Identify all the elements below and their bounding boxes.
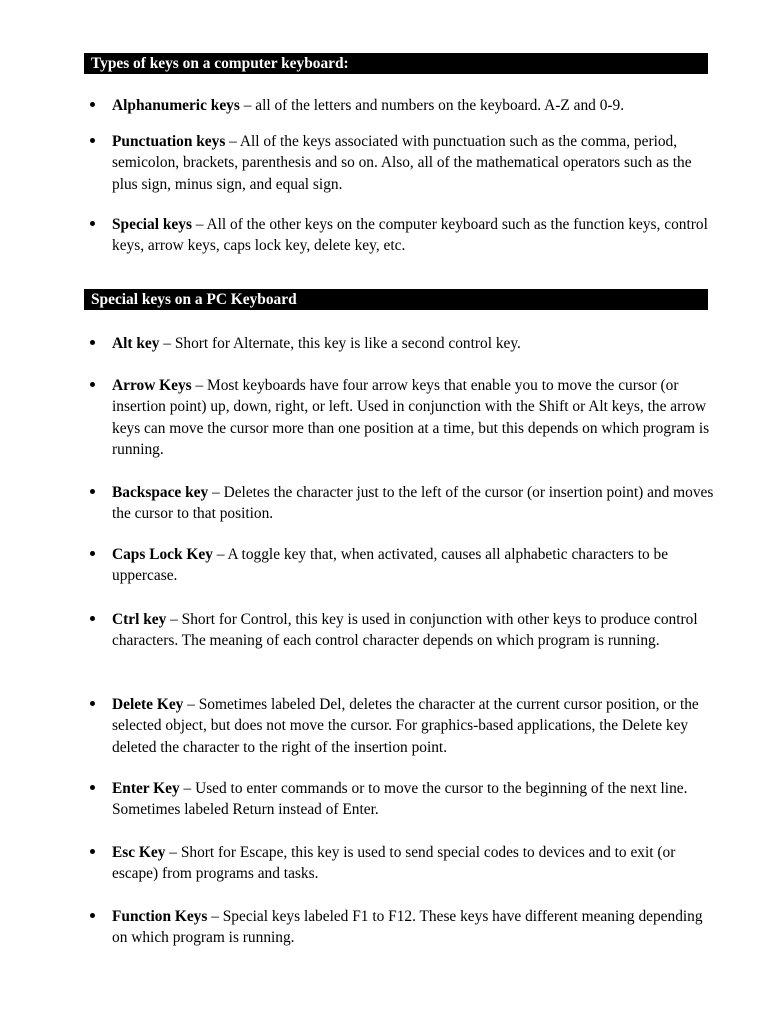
bullet-icon (90, 785, 95, 790)
key-term: Special keys (112, 216, 192, 233)
section-heading-types-of-keys (84, 53, 708, 74)
key-term: Alphanumeric keys (112, 97, 240, 114)
key-description: – Special keys labeled F1 to F12. These keys have different meaning depending on which program is running. (112, 908, 703, 947)
key-description: – Most keyboards have four arrow keys that enable you to move the cursor (or insertion point) up, down, right, or left. Used in conjunction with the Shift or Alt keys, the arrow keys can move the cursor more than one position at a time, but this depends on which program is running. (112, 377, 710, 459)
key-term: Delete Key (112, 696, 184, 713)
key-description: – Short for Alternate, this key is like a second control key. (159, 335, 521, 352)
bullet-icon (90, 102, 95, 107)
key-description: – Short for Escape, this key is used to send special codes to devices and to exit (or escape) from programs and tasks. (112, 844, 676, 883)
key-description: – All of the other keys on the computer keyboard such as the function keys, control keys, arrow keys, caps lock key, delete key, etc. (112, 216, 708, 255)
key-description: – A toggle key that, when activated, causes all alphabetic characters to be uppercase. (112, 546, 669, 585)
key-term: Backspace key (112, 484, 209, 501)
key-term: Function Keys (112, 908, 208, 925)
key-term: Esc Key (112, 844, 166, 861)
key-description: – Used to enter commands or to move the cursor to the beginning of the next line. Sometimes labeled Return instead of Enter. (112, 780, 688, 819)
bullet-icon (90, 616, 95, 621)
bullet-icon (90, 913, 95, 918)
bullet-icon (90, 489, 95, 494)
bullet-icon (90, 138, 95, 143)
section-heading-special-keys-pc (84, 289, 708, 310)
bullet-icon (90, 849, 95, 854)
key-description: – Short for Control, this key is used in conjunction with other keys to produce control characters. The meaning of each control character depends on which program is running. (112, 611, 698, 650)
bullet-icon (90, 382, 95, 387)
bullet-icon (90, 701, 95, 706)
key-description: – All of the keys associated with punctuation such as the comma, period, semicolon, brackets, parenthesis and so on. Also, all of the mathematical operators such as the plus sign, minus sign, and equal sign. (112, 133, 692, 193)
bullet-icon (90, 221, 95, 226)
bullet-icon (90, 551, 95, 556)
key-term: Arrow Keys (112, 377, 192, 394)
key-description: – all of the letters and numbers on the keyboard. A-Z and 0-9. (239, 97, 625, 114)
section-heading-text: Types of keys on a computer keyboard: (91, 55, 349, 72)
section-heading-text: Special keys on a PC Keyboard (91, 291, 297, 308)
key-term: Enter Key (112, 780, 180, 797)
key-term: Caps Lock Key (112, 546, 213, 563)
key-description: – Deletes the character just to the left of the cursor (or insertion point) and moves the cursor to that position. (112, 484, 714, 523)
bullet-icon (90, 340, 95, 345)
key-description: – Sometimes labeled Del, deletes the character at the current cursor position, or the selected object, but does not move the cursor. For graphics-based applications, the Delete key deleted the character to the right of the insertion point. (112, 696, 699, 756)
key-term: Alt key (112, 335, 160, 352)
key-term: Ctrl key (112, 611, 167, 628)
key-term: Punctuation keys (112, 133, 226, 150)
